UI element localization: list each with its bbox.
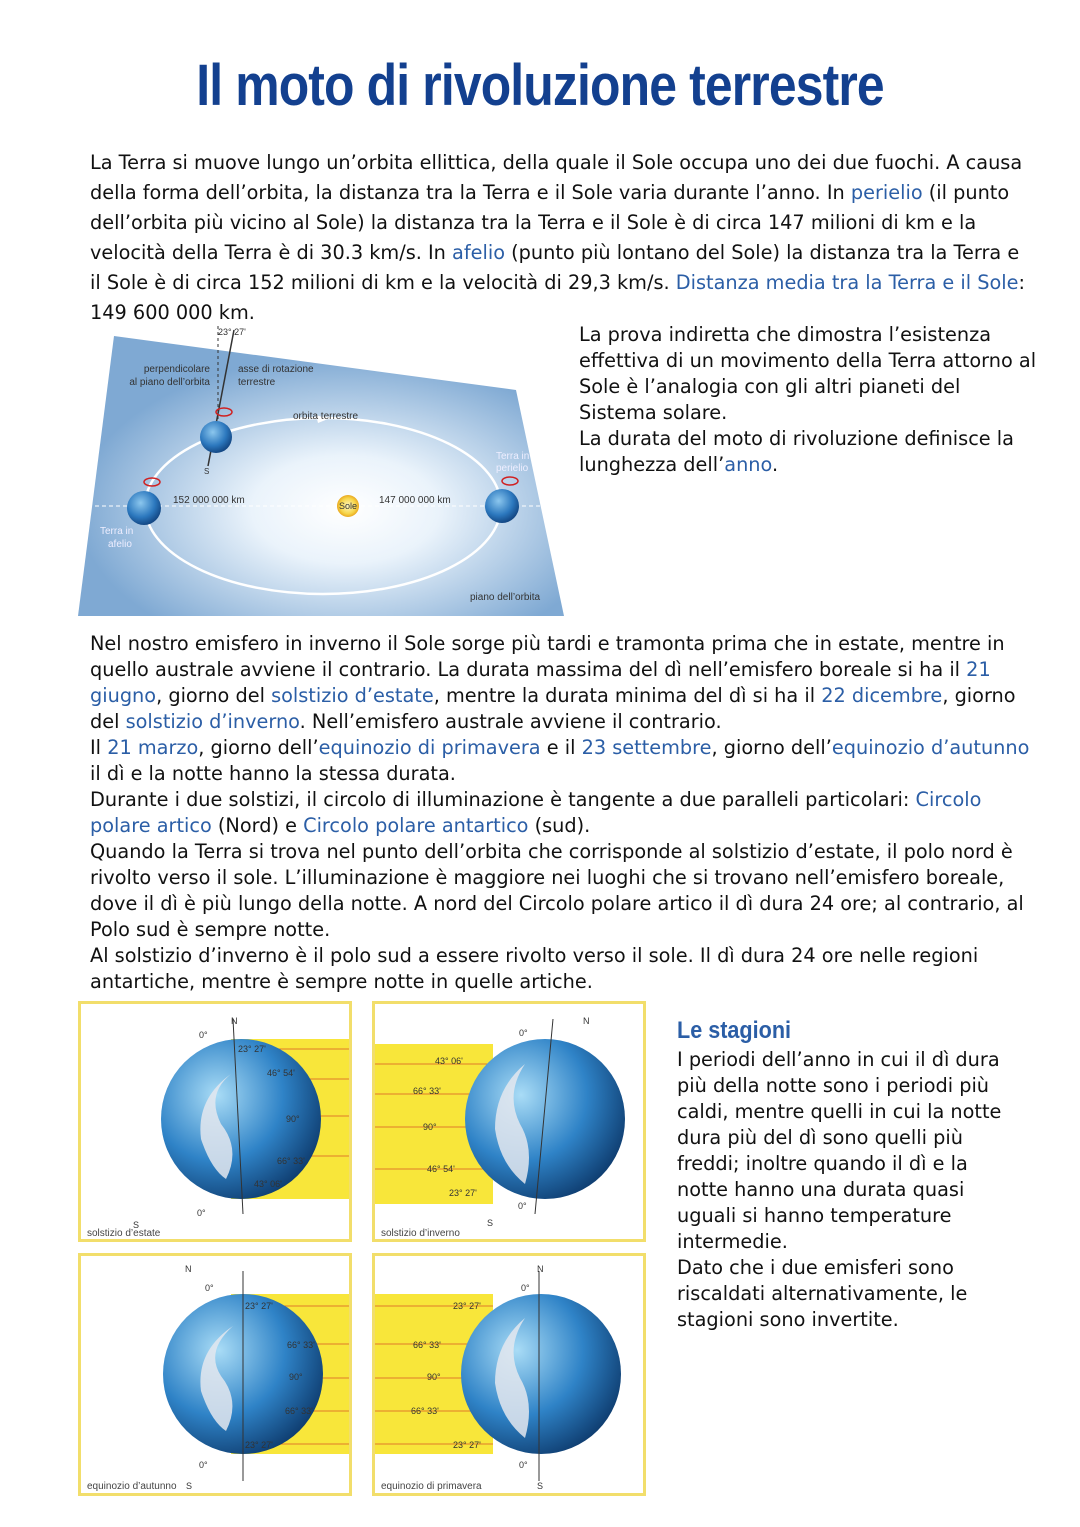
svg-text:0°: 0° (519, 1460, 528, 1470)
svg-text:0°: 0° (518, 1201, 527, 1211)
svg-text:0°: 0° (521, 1283, 530, 1293)
svg-text:23° 27': 23° 27' (453, 1301, 481, 1311)
proof-paragraph: La prova indiretta che dimostra l’esistenza effettiva di un movimento della Terra attorno al Sole è l’analogia con gli altri pianeti del Sistema solare. La durata del moto di rivoluzione definisce la lunghezza dell’anno. (579, 323, 1037, 476)
svg-text:solstizio d’estate: solstizio d’estate (87, 1228, 161, 1239)
svg-text:S: S (204, 467, 210, 476)
svg-text:66° 33': 66° 33' (277, 1156, 305, 1166)
svg-text:equinozio d’autunno: equinozio d’autunno (87, 1481, 177, 1492)
svg-text:46° 54': 46° 54' (267, 1068, 295, 1078)
svg-text:perpendicolare: perpendicolare (143, 364, 210, 375)
page-title: Il moto di rivoluzione terrestre (196, 53, 884, 118)
svg-text:66° 33': 66° 33' (413, 1086, 441, 1096)
svg-text:0°: 0° (199, 1030, 208, 1040)
svg-text:orbita terrestre: orbita terrestre (293, 411, 359, 422)
orbit-diagram (78, 326, 564, 616)
svg-text:al piano dell’orbita: al piano dell’orbita (129, 377, 210, 388)
svg-text:0°: 0° (519, 1028, 528, 1038)
svg-text:Terra in: Terra in (496, 451, 530, 462)
earth-aphelion-icon (127, 491, 161, 525)
svg-text:90°: 90° (427, 1372, 441, 1382)
svg-text:66° 33': 66° 33' (287, 1340, 315, 1350)
svg-text:66° 33': 66° 33' (411, 1406, 439, 1416)
globe-panel-equinozio-autunno (78, 1253, 352, 1496)
globe-panel-solstizio-estate (78, 1001, 352, 1242)
svg-text:0°: 0° (197, 1208, 206, 1218)
svg-text:piano dell’orbita: piano dell’orbita (470, 592, 541, 603)
stagioni-paragraph: I periodi dell’anno in cui il dì dura più della notte sono i periodi più caldi, mentre quelli in cui la notte dura più del dì sono quelli più freddi; inoltre quando il dì e la notte hanno una durata quasi uguali si hanno temperature intermedie. Dato che i due emisferi sono riscaldati alternativamente, le stagioni sono invertite. (677, 1048, 1002, 1331)
svg-text:asse di rotazione: asse di rotazione (238, 364, 314, 375)
svg-text:66° 33': 66° 33' (285, 1406, 313, 1416)
svg-text:equinozio di primavera: equinozio di primavera (381, 1481, 482, 1492)
seasons-paragraph: Nel nostro emisfero in inverno il Sole sorge più tardi e tramonta prima che in estate, mentre in quello australe avviene il contrario. La durata massima del dì nell’emisfero boreale si ha il 21 giugno, giorno del solstizio d’estate, mentre la durata minima del dì si ha il 22 dicembre, giorno del solstizio d’inverno. Nell’emisfero australe avviene il contrario. Il 21 marzo, giorno dell’equinozio di primavera e il 23 settembre, giorno dell’equinozio d’autunno il dì e la notte hanno la stessa durata. Durante i due solstizi, il circolo di illuminazione è tangente a due paralleli particolari: Circolo polare artico (Nord) e Circolo polare antartico (sud). Quando la Terra si trova nel punto dell’orbita che corrisponde al solstizio d’estate, il polo nord è rivolto verso il sole. L’illuminazione è maggiore nei luoghi che si trovano nell’emisfero boreale, dove il dì è più lungo della notte. A nord del Circolo polare artico il dì dura 24 ore; al contrario, al Polo sud è sempre notte. Al solstizio d’inverno è il polo sud a essere rivolto verso il sole. Il dì dura 24 ore nelle regioni antartiche, mentre è sempre notte in quelle artiche. (90, 632, 1030, 993)
intro-paragraph: La Terra si muove lungo un’orbita ellittica, della quale il Sole occupa uno dei due fuochi. A causa della forma dell’orbita, la distanza tra la Terra e il Sole varia durante l’anno. In perielio (il punto dell’orbita più vicino al Sole) la distanza tra la Terra e il Sole è di circa 147 milioni di km e la velocità della Terra è di 30.3 km/s. In afelio (punto più lontano del Sole) la distanza tra la Terra e il Sole è di circa 152 milioni di km e la velocità di 29,3 km/s. Distanza media tra la Terra e il Sole: 149 600 000 km. (90, 151, 1026, 324)
svg-text:terrestre: terrestre (238, 377, 276, 388)
globe-panel-equinozio-primavera (372, 1253, 646, 1496)
svg-text:90°: 90° (423, 1122, 437, 1132)
stagioni-heading: Le stagioni (677, 1017, 792, 1044)
svg-text:N: N (537, 1264, 544, 1274)
svg-text:perielio: perielio (496, 463, 529, 474)
globe-icon (461, 1294, 621, 1454)
svg-text:N: N (185, 1264, 192, 1274)
svg-text:46° 54': 46° 54' (427, 1164, 455, 1174)
svg-text:Terra in: Terra in (100, 526, 134, 537)
svg-text:23° 27': 23° 27' (238, 1044, 266, 1054)
svg-text:90°: 90° (289, 1372, 303, 1382)
svg-text:N: N (231, 1016, 238, 1026)
svg-text:S: S (133, 1220, 140, 1230)
globe-panel-solstizio-inverno (372, 1001, 646, 1242)
svg-text:23° 27': 23° 27' (449, 1188, 477, 1198)
svg-text:90°: 90° (286, 1114, 300, 1124)
svg-text:147 000 000 km: 147 000 000 km (379, 495, 451, 506)
svg-text:23° 27': 23° 27' (453, 1440, 481, 1450)
svg-text:S: S (537, 1481, 544, 1491)
earth-perihelion-icon (485, 489, 519, 523)
svg-text:0°: 0° (199, 1460, 208, 1470)
svg-text:23° 27': 23° 27' (245, 1301, 273, 1311)
svg-text:0°: 0° (205, 1283, 214, 1293)
globe-icon (465, 1039, 625, 1199)
svg-text:23° 27': 23° 27' (218, 327, 246, 337)
svg-text:afelio: afelio (108, 539, 132, 550)
svg-text:S: S (186, 1481, 193, 1491)
svg-text:43° 06': 43° 06' (435, 1056, 463, 1066)
earth-icon (200, 421, 232, 453)
svg-text:S: S (487, 1218, 494, 1228)
svg-text:23° 27': 23° 27' (245, 1440, 273, 1450)
svg-text:Sole: Sole (338, 501, 358, 511)
svg-text:43° 06': 43° 06' (254, 1179, 282, 1189)
svg-text:N: N (583, 1016, 590, 1026)
svg-text:solstizio d’inverno: solstizio d’inverno (381, 1228, 460, 1239)
svg-text:66° 33': 66° 33' (413, 1340, 441, 1350)
svg-text:152 000 000 km: 152 000 000 km (173, 495, 245, 506)
